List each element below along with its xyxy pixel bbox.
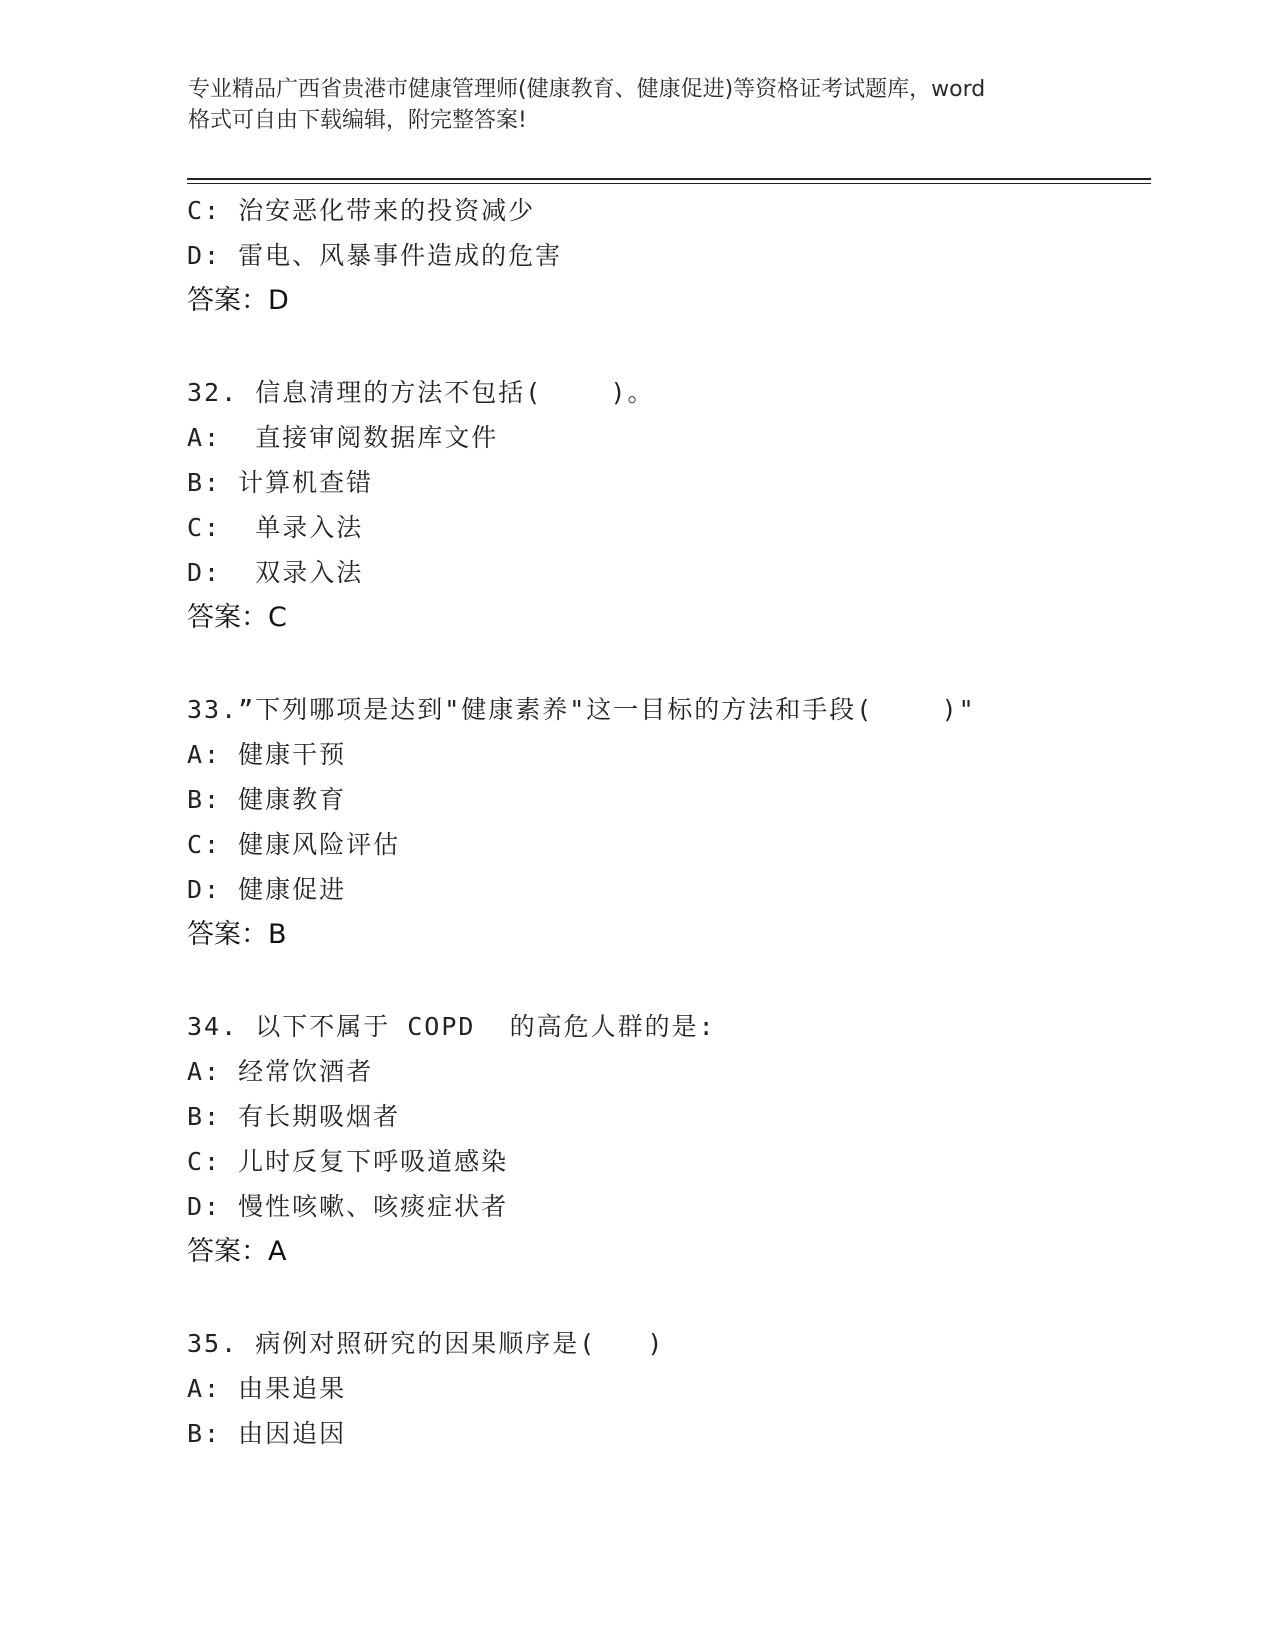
option-b: B: 由因追因	[187, 1419, 347, 1448]
answer: 答案：C	[187, 602, 287, 633]
option-b: B: 健康教育	[187, 785, 347, 814]
answer: 答案：D	[187, 285, 289, 316]
question-33	[187, 687, 1147, 957]
option-c: C: 治安恶化带来的投资减少	[187, 196, 536, 225]
header-rule-thick	[187, 178, 1151, 180]
question-list	[187, 188, 1147, 1456]
option-a: A: 由果追果	[187, 1374, 347, 1403]
option-a: A: 经常饮酒者	[187, 1057, 374, 1086]
option-c: C: 儿时反复下呼吸道感染	[187, 1147, 509, 1176]
option-d: D: 双录入法	[187, 558, 364, 587]
option-b: B: 有长期吸烟者	[187, 1102, 401, 1131]
question-35	[187, 1321, 1147, 1456]
header-line-2: 格式可自由下载编辑，附完整答案!	[188, 108, 527, 133]
answer: 答案：B	[187, 919, 287, 950]
option-c: C: 单录入法	[187, 513, 364, 542]
answer: 答案：A	[187, 1236, 287, 1267]
question-text: 34. 以下不属于 COPD 的高危人群的是:	[187, 1012, 716, 1041]
option-d: D: 雷电、风暴事件造成的危害	[187, 241, 563, 270]
option-a: A: 直接审阅数据库文件	[187, 423, 499, 452]
header-rule-thin	[187, 183, 1151, 184]
question-31-tail	[187, 188, 1147, 323]
question-text: 33.”下列哪项是达到"健康素养"这一目标的方法和手段( )"	[187, 695, 976, 724]
question-34	[187, 1004, 1147, 1274]
option-b: B: 计算机查错	[187, 468, 374, 497]
header-line-1: 专业精品广西省贵港市健康管理师(健康教育、健康促进)等资格证考试题库，word	[188, 77, 986, 102]
question-text: 32. 信息清理的方法不包括( )。	[187, 378, 655, 407]
option-c: C: 健康风险评估	[187, 830, 401, 859]
question-text: 35. 病例对照研究的因果顺序是( )	[187, 1329, 665, 1358]
document-header	[188, 74, 1088, 136]
option-d: D: 慢性咳嗽、咳痰症状者	[187, 1192, 509, 1221]
option-a: A: 健康干预	[187, 740, 347, 769]
question-32	[187, 370, 1147, 640]
option-d: D: 健康促进	[187, 875, 347, 904]
